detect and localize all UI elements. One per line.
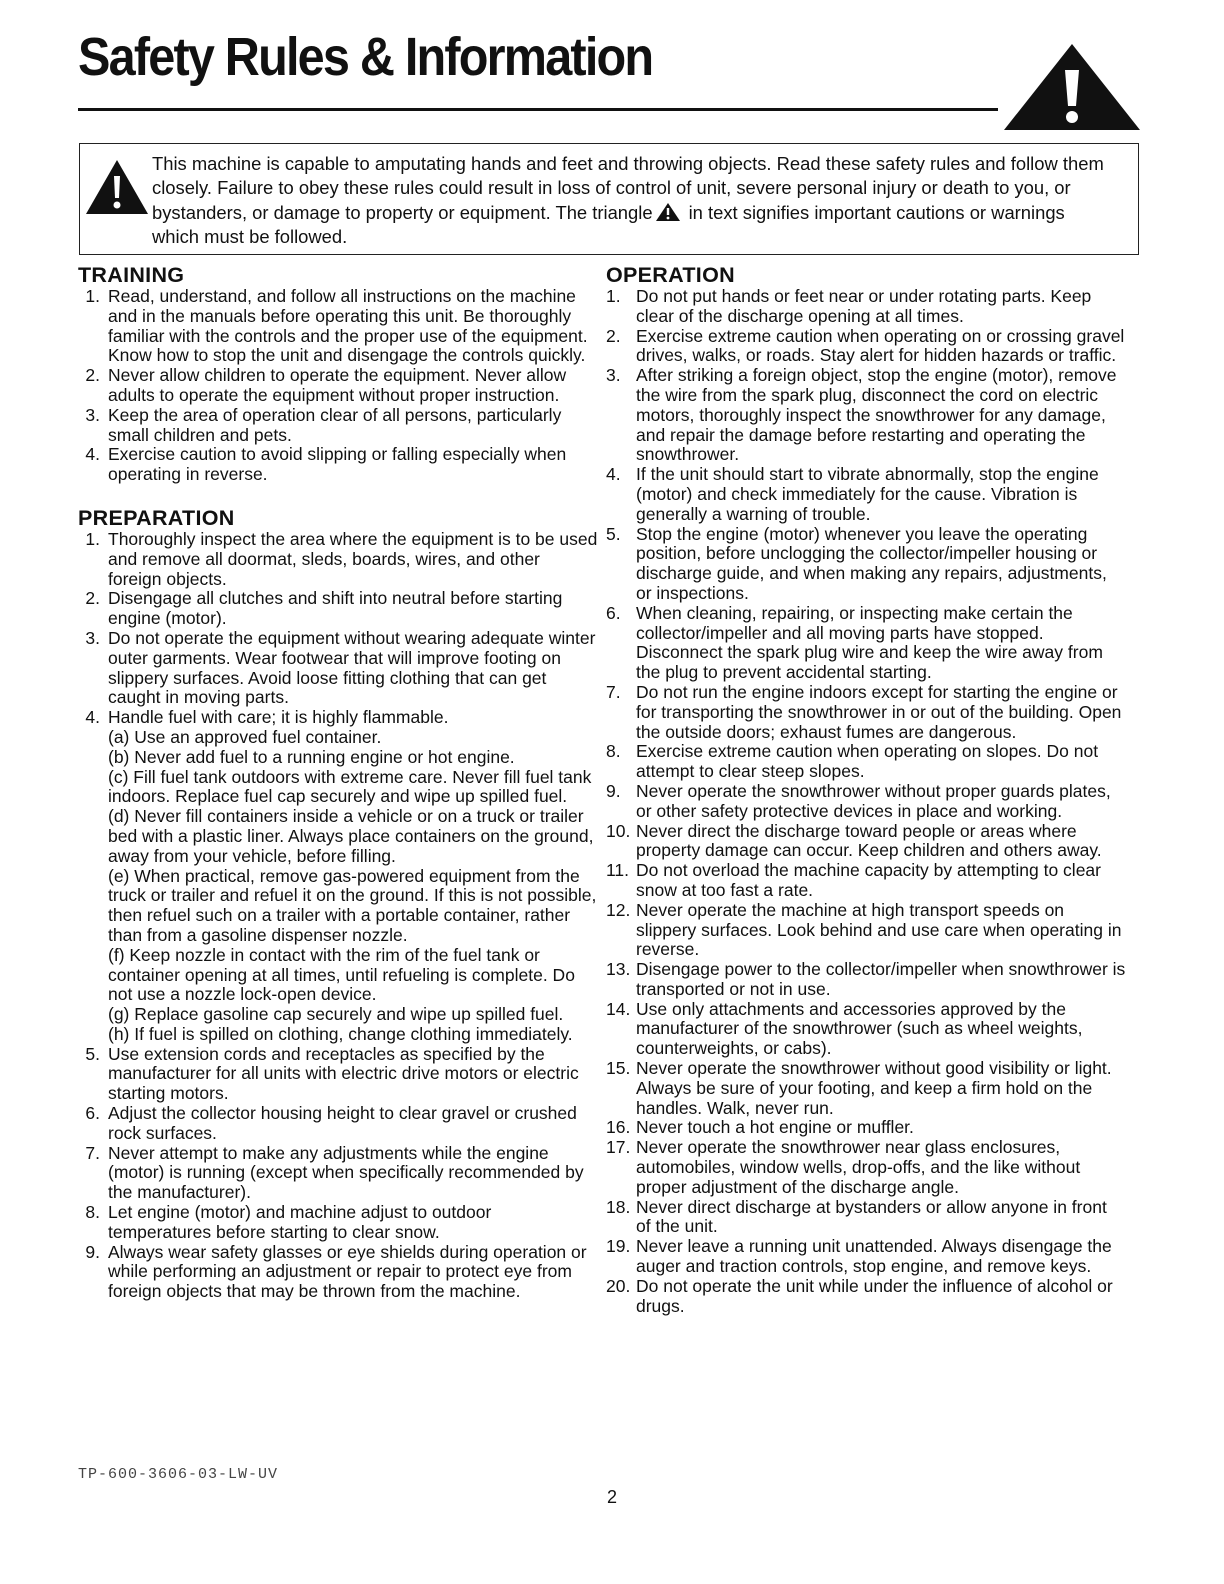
item-number: 5. [606, 523, 621, 544]
item-text: Never direct discharge at bystanders or allow anyone in front of the unit. [636, 1196, 1107, 1237]
sub-item: (b) Never add fuel to a running engine or hot engine. [108, 746, 515, 767]
list-item [606, 366, 1126, 465]
warning-triangle-icon [1002, 42, 1142, 132]
page-number: 2 [606, 1487, 617, 1507]
item-text: Stop the engine (motor) whenever you leave the operating position, before unclogging the collector/impeller housing or discharge guide, and when making any repairs, adjustments, or inspections. [636, 523, 1107, 603]
item-text: Let engine (motor) and machine adjust to outdoor temperatures before starting to clear snow. [108, 1202, 492, 1242]
item-text: Never operate the snowthrower near glass enclosures, automobiles, window wells, drop-offs, and the like without proper adjustment of the discharge angle. [636, 1137, 1081, 1197]
list-item [606, 1237, 1126, 1277]
list-item [78, 629, 598, 708]
item-number: 4. [606, 464, 621, 485]
training-list [78, 287, 598, 485]
document-code: TP-600-3606-03-LW-UV [78, 1466, 279, 1483]
item-number: 19. [606, 1236, 631, 1257]
item-number: 20. [606, 1275, 631, 1296]
item-text: Always wear safety glasses or eye shields during operation or while performing an adjustment or repair to protect eye from foreign objects that may be thrown from the machine. [108, 1241, 587, 1302]
list-item [606, 1118, 1126, 1138]
list-item [78, 1045, 598, 1104]
list-item [78, 530, 598, 589]
item-number: 15. [606, 1058, 631, 1079]
sub-item: (g) Replace gasoline cap securely and wipe up spilled fuel. [108, 1004, 564, 1025]
list-item [606, 960, 1126, 1000]
item-number: 5. [85, 1043, 100, 1064]
item-number: 4. [85, 707, 100, 728]
item-number: 9. [606, 780, 621, 801]
item-text: Do not put hands or feet near or under rotating parts. Keep clear of the discharge opening at all times. [636, 286, 1092, 326]
item-text: Do not operate the unit while under the influence of alcohol or drugs. [636, 1275, 1113, 1316]
item-number: 6. [85, 1103, 100, 1124]
item-number: 6. [606, 602, 621, 623]
item-text: Disengage all clutches and shift into neutral before starting engine (motor). [108, 588, 563, 629]
item-number: 10. [606, 820, 631, 841]
item-text: Never touch a hot engine or muffler. [636, 1117, 914, 1138]
item-text: Exercise caution to avoid slipping or falling especially when operating in reverse. [108, 444, 567, 485]
list-item [78, 708, 598, 1045]
list-item [606, 861, 1126, 901]
item-number: 18. [606, 1196, 631, 1217]
list-item [606, 782, 1126, 822]
list-item [78, 1203, 598, 1243]
list-item [606, 1138, 1126, 1197]
sub-item: (e) When practical, remove gas-powered equipment from the truck or trailer and refuel it on the ground. If this is not possible, then refuel such on a trailer with a portable container, rather than from a gasoline dispenser nozzle. [108, 865, 597, 945]
item-text: Do not overload the machine capacity by attempting to clear snow at too fast a rate. [636, 860, 1101, 900]
item-text: After striking a foreign object, stop the engine (motor), remove the wire from the spark plug, disconnect the cord on electric motors, thoroughly inspect the snowthrower for any damage, and repair the damage before restarting and operating the snowthrower. [636, 365, 1117, 465]
list-item [78, 406, 598, 446]
sub-item: (d) Never fill containers inside a vehicle or on a truck or trailer bed with a plastic liner. Always place containers on the ground, away from your vehicle, before filling. [108, 806, 594, 866]
item-text: Do not operate the equipment without wearing adequate winter outer garments. Wear footwear that will improve footing on slippery surfaces. Avoid loose fitting clothing that can get caught in moving parts. [108, 627, 596, 708]
item-text: Exercise extreme caution when operating on slopes. Do not attempt to clear steep slopes. [636, 741, 1099, 782]
list-item [606, 1198, 1126, 1238]
item-number: 2. [606, 325, 621, 346]
item-text: Never allow children to operate the equipment. Never allow adults to operate the equipment without proper instruction. [108, 365, 567, 405]
preparation-heading: PREPARATION [78, 505, 235, 530]
item-text: Never operate the machine at high transport speeds on slippery surfaces. Look behind and use care when operating in reverse. [636, 899, 1122, 960]
item-number: 2. [85, 365, 100, 386]
list-item [606, 604, 1126, 683]
item-number: 7. [606, 681, 621, 702]
item-text: Exercise extreme caution when operating on or crossing gravel drives, walks, or roads. Stay alert for hidden hazards or traffic. [636, 325, 1125, 366]
inline-warning-triangle-icon [655, 202, 681, 222]
item-number: 4. [85, 444, 100, 465]
item-text: Thoroughly inspect the area where the equipment is to be used and remove all doormat, sleds, boards, wires, and other foreign objects. [108, 528, 598, 589]
item-text: If the unit should start to vibrate abnormally, stop the engine (motor) and check immediately for the cause. Vibration is generally a warning of trouble. [636, 464, 1099, 524]
list-item [78, 445, 598, 485]
list-item [606, 287, 1126, 327]
item-text: Never leave a running unit unattended. Always disengage the auger and traction controls, stop engine, and remove keys. [636, 1236, 1112, 1277]
list-item [606, 1277, 1126, 1317]
list-item [78, 287, 598, 366]
item-text: Disengage power to the collector/impeller when snowthrower is transported or not in use. [636, 959, 1126, 999]
list-item [78, 366, 598, 406]
safety-warning-text [152, 152, 1112, 249]
list-item [78, 1104, 598, 1144]
item-text: When cleaning, repairing, or inspecting make certain the collector/impeller and all moving parts have stopped. Disconnect the spark plug wire and keep the wire away from the plug to prevent accidental starting. [636, 602, 1103, 683]
item-number: 14. [606, 998, 631, 1019]
item-number: 3. [85, 627, 100, 648]
item-text: Use only attachments and accessories approved by the manufacturer of the snowthrower (such as wheel weights, counterweights, or cabs). [636, 998, 1083, 1059]
warning-text-main: This machine is capable to amputating hands and feet and throwing objects. Read these safety rules and follow them closely. Failure to obey these rules could result in loss of control of unit, severe personal injury or death to you, or bystanders, or damage to property or equipment. The triangle [152, 153, 1104, 223]
item-text: Handle fuel with care; it is highly flammable. [108, 707, 449, 728]
list-item [78, 589, 598, 629]
operation-list [606, 287, 1126, 1316]
sub-item: (f) Keep nozzle in contact with the rim of the fuel tank or container opening at all times, until refueling is complete. Do not use a nozzle lock-open device. [108, 944, 575, 1005]
item-number: 1. [85, 528, 100, 549]
list-item [606, 465, 1126, 524]
list-item [78, 1144, 598, 1203]
list-item [606, 822, 1126, 862]
item-number: 8. [606, 741, 621, 762]
item-number: 1. [606, 286, 621, 306]
list-item [606, 901, 1126, 960]
item-number: 8. [85, 1202, 100, 1223]
item-number: 2. [85, 588, 100, 609]
item-text: Read, understand, and follow all instructions on the machine and in the manuals before operating this unit. Be thoroughly familiar with the controls and the proper use of the equipment. Know how to stop the unit and disengage the controls quickly. [108, 286, 588, 366]
title-rule [78, 108, 998, 111]
item-number: 17. [606, 1137, 631, 1158]
right-column [606, 264, 1126, 1316]
left-column [78, 264, 598, 1302]
item-number: 12. [606, 899, 631, 920]
safety-warning-box [79, 143, 1139, 255]
item-number: 13. [606, 959, 631, 980]
list-item [606, 525, 1126, 604]
operation-heading: OPERATION [606, 263, 735, 287]
training-heading: TRAINING [78, 263, 185, 287]
sub-item: (h) If fuel is spilled on clothing, change clothing immediately. [108, 1023, 573, 1044]
item-number: 3. [85, 404, 100, 425]
item-number: 9. [85, 1241, 100, 1262]
warning-triangle-icon [84, 158, 150, 216]
item-number: 7. [85, 1142, 100, 1163]
sub-item: (a) Use an approved fuel container. [108, 726, 382, 747]
item-text: Keep the area of operation clear of all persons, particularly small children and pets. [108, 404, 562, 445]
page-title: Safety Rules & Information [78, 27, 653, 87]
list-item [606, 1000, 1126, 1059]
list-item [606, 1059, 1126, 1118]
item-number: 1. [85, 286, 100, 306]
item-text: Never operate the snowthrower without proper guards plates, or other safety protective devices in place and working. [636, 780, 1111, 821]
list-item [78, 1243, 598, 1302]
item-text: Adjust the collector housing height to clear gravel or crushed rock surfaces. [108, 1103, 577, 1143]
preparation-list [78, 530, 598, 1302]
item-number: 3. [606, 365, 621, 386]
item-text: Do not run the engine indoors except for starting the engine or for transporting the snowthrower in or out of the building. Open the outside doors; exhaust fumes are dangerous. [636, 681, 1122, 742]
list-item [606, 683, 1126, 742]
item-text: Never attempt to make any adjustments while the engine (motor) is running (except when specifically recommended by the manufacturer). [108, 1142, 584, 1203]
list-item [606, 327, 1126, 367]
item-text: Never direct the discharge toward people or areas where property damage can occur. Keep children and others away. [636, 820, 1102, 861]
item-text: Never operate the snowthrower without good visibility or light. Always be sure of your footing, and keep a firm hold on the handles. Walk, never run. [636, 1058, 1112, 1118]
sub-item: (c) Fill fuel tank outdoors with extreme care. Never fill fuel tank indoors. Replace fuel cap securely and wipe up spilled fuel. [108, 766, 592, 807]
warning-text-tail: in text signifies important cautions or warnings which must be followed. [152, 201, 1065, 247]
list-item [606, 742, 1126, 782]
item-number: 16. [606, 1117, 631, 1138]
item-text: Use extension cords and receptacles as specified by the manufacturer for all units with electric drive motors or electric starting motors. [108, 1043, 579, 1104]
item-number: 11. [606, 860, 630, 881]
